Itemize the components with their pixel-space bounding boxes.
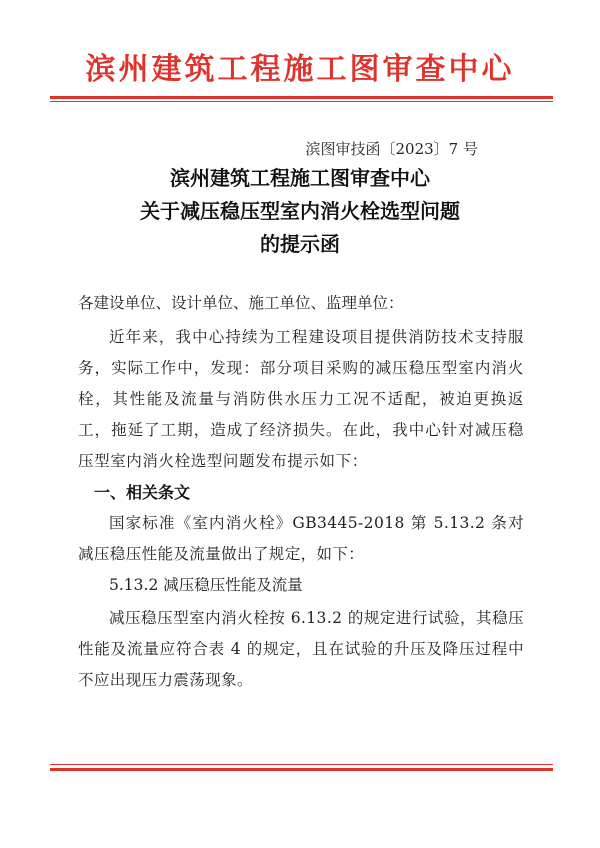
paragraph-clause-content: 减压稳压型室内消火栓按 6.13.2 的规定进行试验，其稳压性能及流量应符合表 4 的规定，且在试验的升压及降压过程中不应出现压力震荡现象。 — [78, 609, 524, 689]
letterhead-rule-top — [50, 96, 553, 99]
footer-rule-thin — [50, 764, 553, 765]
title-line-3: 的提示函 — [260, 232, 340, 256]
title-line-2: 关于减压稳压型室内消火栓选型问题 — [140, 199, 460, 223]
addressee-line: 各建设单位、设计单位、施工单位、监理单位： — [78, 294, 404, 312]
clause-title: 5.13.2 减压稳压性能及流量 — [109, 576, 303, 594]
paragraph-standard-reference: 国家标准《室内消火栓》GB3445-2018 第 5.13.2 条对减压稳压性能及流量做出了规定，如下： — [78, 514, 524, 563]
document-title — [0, 162, 600, 261]
letterhead-title: 滨州建筑工程施工图审查中心 — [85, 52, 515, 87]
footer-rule-thick — [50, 768, 553, 771]
letterhead-rule-thin — [50, 101, 553, 102]
section-heading-related-clauses: 一、相关条文 — [94, 483, 191, 502]
document-number: 滨图审技函〔2023〕7 号 — [305, 140, 478, 158]
paragraph-intro: 近年来，我中心持续为工程建设项目提供消防技术支持服务，实际工作中，发现：部分项目采购的减压稳压型室内消火栓，其性能及流量与消防供水压力工况不适配，被迫更换返工，拖延了工期，造成了经济损失。在此，我中心针对减压稳压型室内消火栓选型问题发布提示如下： — [78, 328, 524, 470]
title-line-1: 滨州建筑工程施工图审查中心 — [170, 166, 430, 190]
